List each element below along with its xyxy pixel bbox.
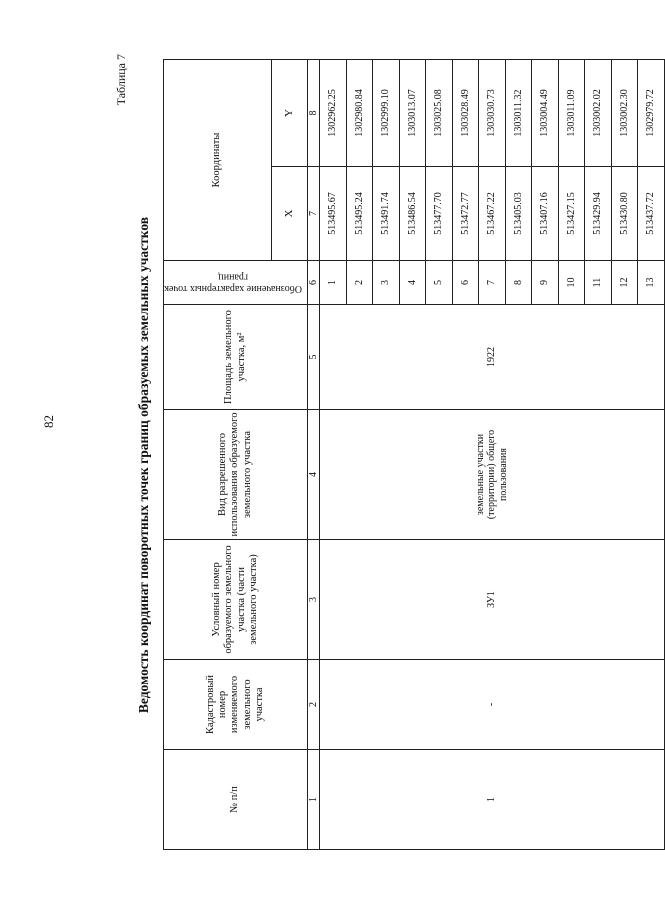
table-label: Таблица 7 — [114, 54, 128, 106]
point-x: 513427.15 — [558, 167, 585, 261]
point-y: 1302980.84 — [346, 60, 373, 167]
header-cadastral: Кадастровый номер изменяемого земельного участка — [164, 660, 308, 750]
point-x: 513472.77 — [452, 167, 479, 261]
column-numbers-row — [308, 60, 320, 850]
table-header-row — [164, 60, 272, 850]
header-y: Y — [272, 60, 308, 167]
document-title: Ведомость координат поворотных точек границ образуемых земельных участков — [136, 216, 151, 714]
point-id: 12 — [611, 261, 638, 305]
header-points: Обозначение характерных точек границ — [164, 271, 303, 294]
point-y: 1303030.73 — [479, 60, 506, 167]
point-x: 513430.80 — [611, 167, 638, 261]
column-number: 4 — [308, 410, 320, 540]
column-number: 7 — [308, 167, 320, 261]
point-y: 1302962.25 — [320, 60, 347, 167]
point-x: 513429.94 — [585, 167, 612, 261]
point-id: 10 — [558, 261, 585, 305]
record-area: 1922 — [320, 305, 665, 410]
point-x: 513486.54 — [399, 167, 426, 261]
table-row — [320, 60, 347, 850]
point-y: 1302999.10 — [373, 60, 400, 167]
column-number: 8 — [308, 60, 320, 167]
point-id: 8 — [505, 261, 532, 305]
point-x: 513495.24 — [346, 167, 373, 261]
point-id: 4 — [399, 261, 426, 305]
point-id: 11 — [585, 261, 612, 305]
point-y: 1302979.72 — [638, 60, 665, 167]
record-usage: земельные участки (территории) общего пользования — [320, 410, 665, 540]
rotated-page-content — [110, 40, 656, 860]
column-number: 5 — [308, 305, 320, 410]
point-id: 7 — [479, 261, 506, 305]
point-y: 1303013.07 — [399, 60, 426, 167]
point-y: 1303028.49 — [452, 60, 479, 167]
point-id: 13 — [638, 261, 665, 305]
page-number: 82 — [41, 415, 56, 429]
point-x: 513495.67 — [320, 167, 347, 261]
point-x: 513491.74 — [373, 167, 400, 261]
point-x: 513407.16 — [532, 167, 559, 261]
record-cadastral: - — [320, 660, 665, 750]
column-number: 6 — [308, 261, 320, 305]
record-num: 1 — [320, 750, 665, 850]
point-x: 513437.72 — [638, 167, 665, 261]
coordinates-table — [163, 59, 665, 850]
column-number: 3 — [308, 540, 320, 660]
header-area: Площадь земельного участка, м² — [164, 305, 308, 410]
point-id: 2 — [346, 261, 373, 305]
header-num: № п/п — [164, 750, 308, 850]
header-coords: Координаты — [164, 60, 272, 261]
column-number: 1 — [308, 750, 320, 850]
point-y: 1303011.32 — [505, 60, 532, 167]
point-id: 5 — [426, 261, 453, 305]
record-conditional: ЗУ1 — [320, 540, 665, 660]
header-usage: Вид разрешенного использования образуемого земельного участка — [164, 410, 308, 540]
header-x: X — [272, 167, 308, 261]
point-x: 513405.03 — [505, 167, 532, 261]
column-number: 2 — [308, 660, 320, 750]
point-y: 1303011.09 — [558, 60, 585, 167]
header-points-cell — [164, 261, 308, 305]
header-conditional: Условный номер образуемого земельного участка (части земельного участка) — [164, 540, 308, 660]
table-body — [320, 60, 665, 850]
point-y: 1303002.30 — [611, 60, 638, 167]
point-y: 1303002.02 — [585, 60, 612, 167]
point-id: 9 — [532, 261, 559, 305]
point-y: 1303025.08 — [426, 60, 453, 167]
point-id: 1 — [320, 261, 347, 305]
point-y: 1303004.49 — [532, 60, 559, 167]
point-id: 6 — [452, 261, 479, 305]
point-id: 3 — [373, 261, 400, 305]
point-x: 513477.70 — [426, 167, 453, 261]
point-x: 513467.22 — [479, 167, 506, 261]
